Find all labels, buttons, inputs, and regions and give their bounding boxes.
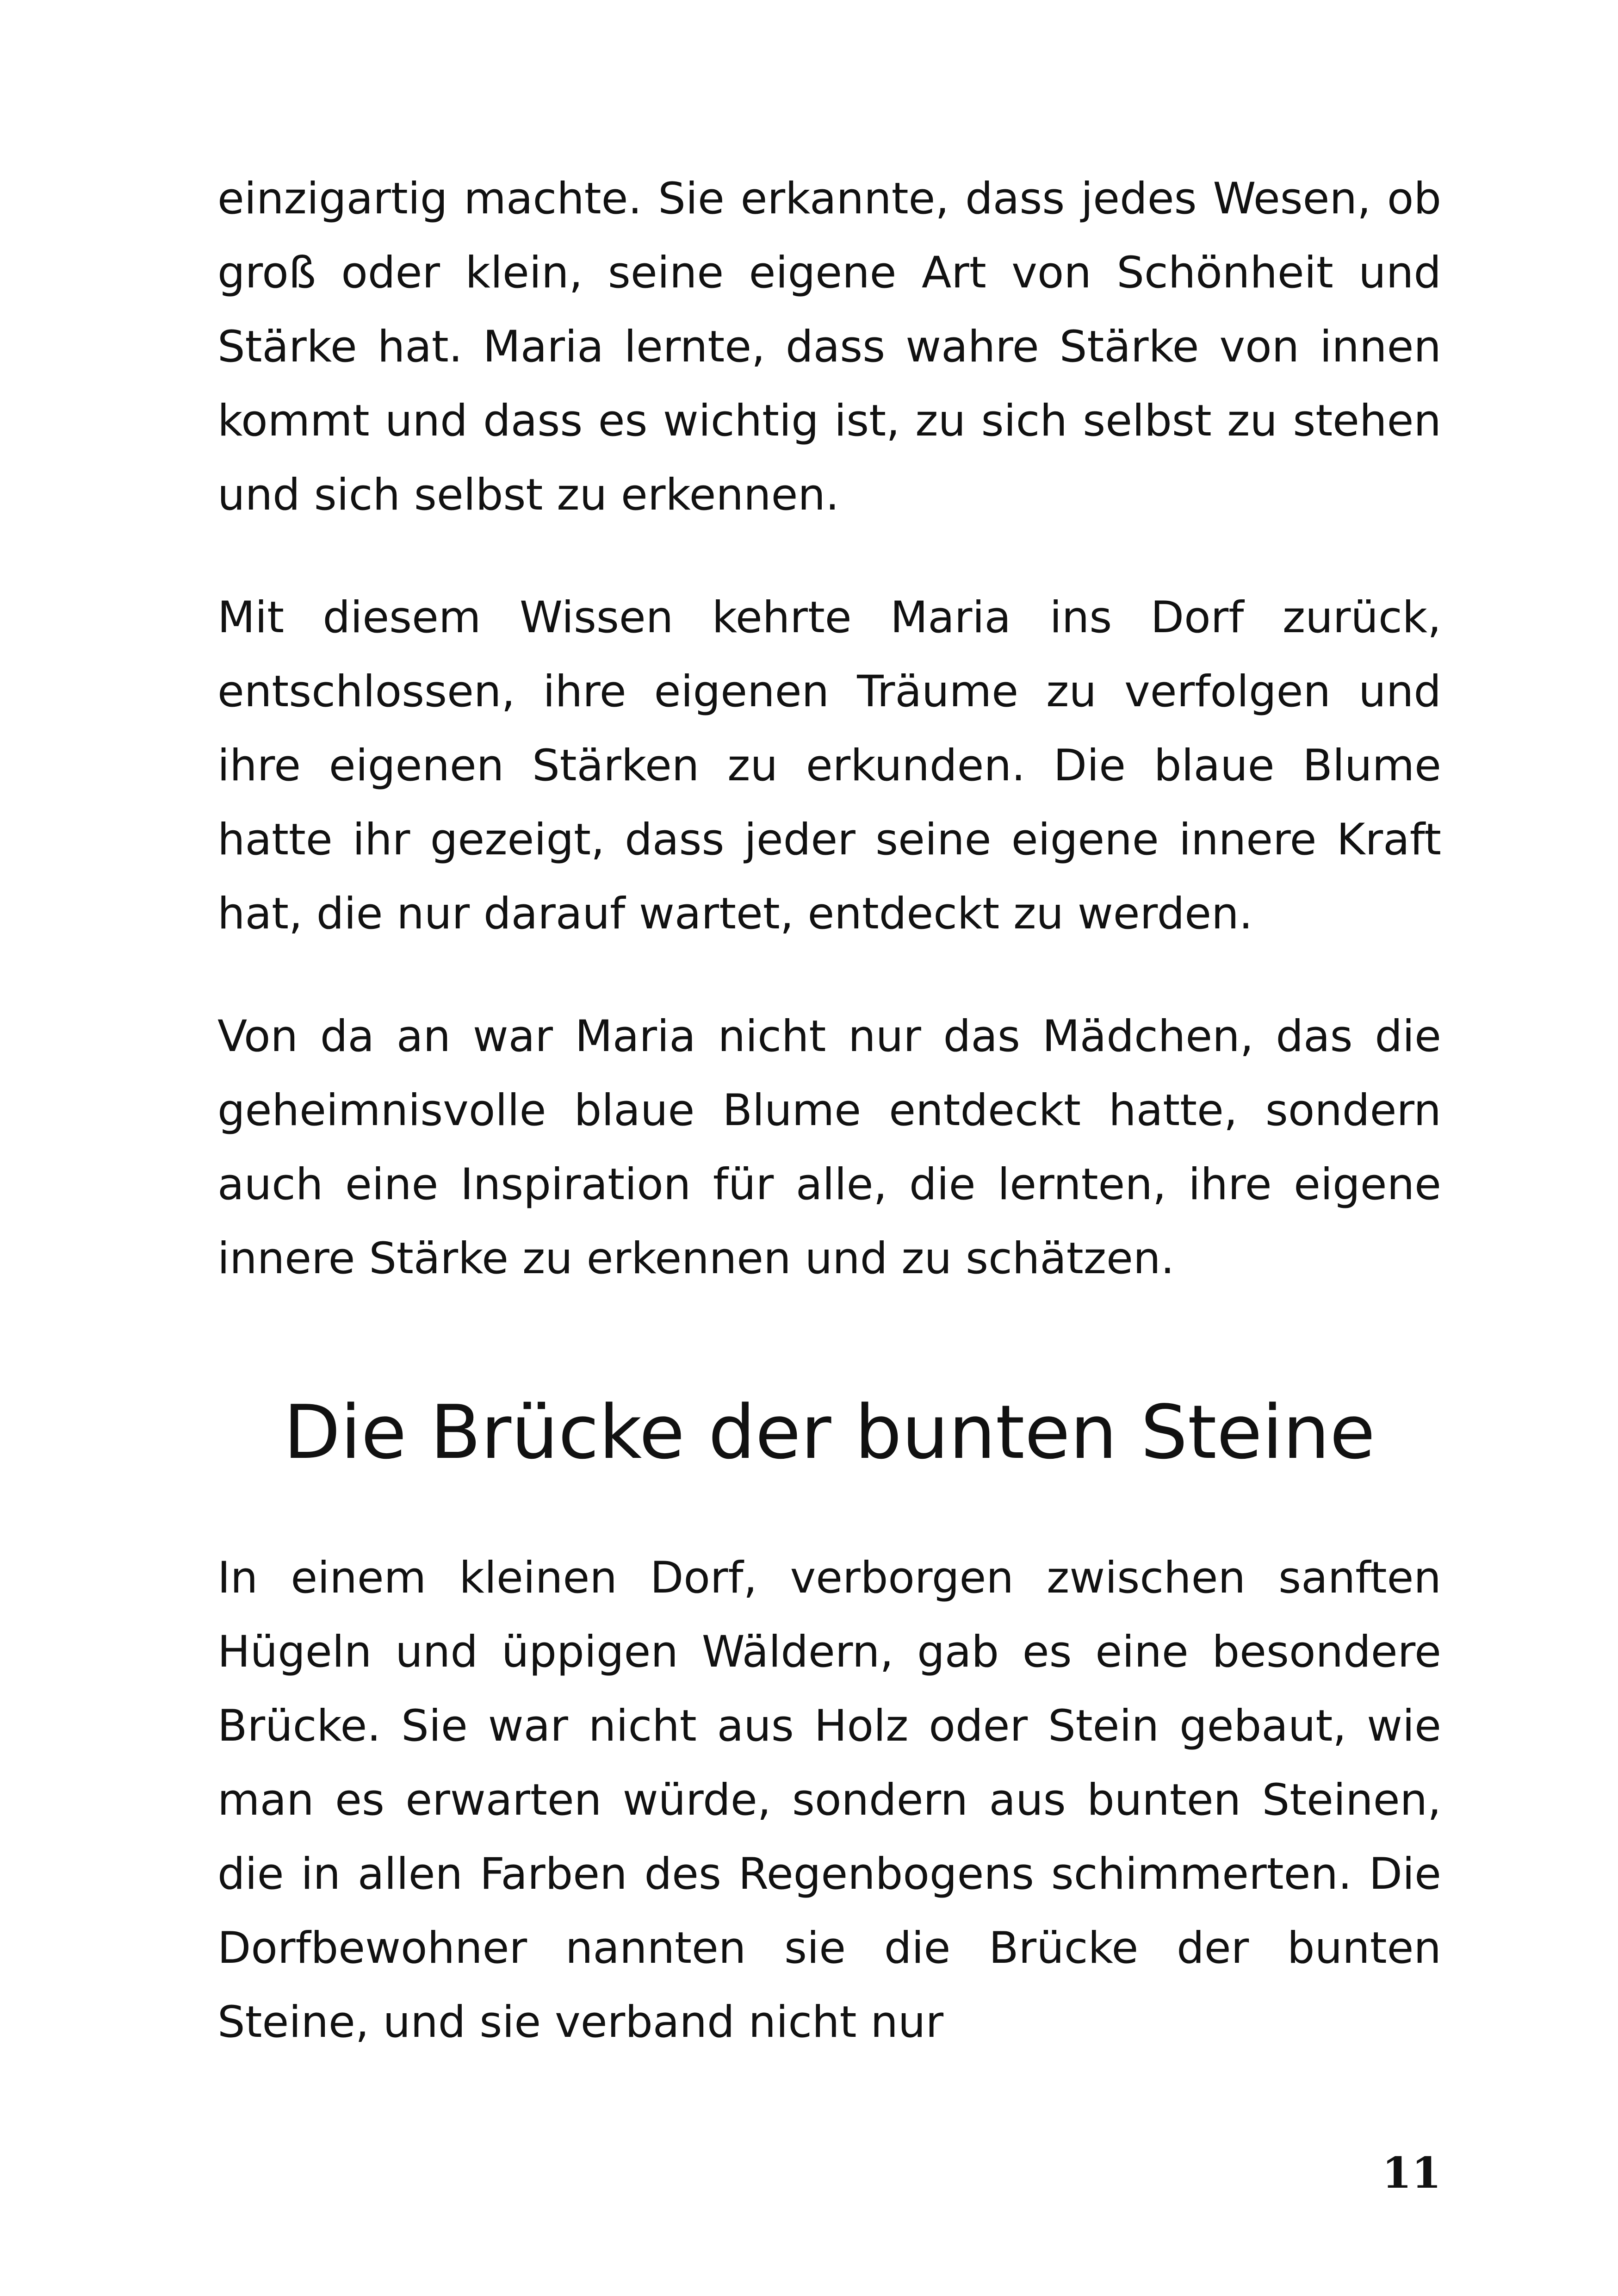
paragraph-text: Von da an war Maria nicht nur das Mädchen, das die geheimnisvolle blaue Blume entdeckt hatte, sondern auch eine Inspiration für alle, die lernten, ihre eigene innere Stärke zu erkennen und zu schätzen. bbox=[217, 1011, 1441, 1284]
page-number: 11 bbox=[1382, 2148, 1441, 2198]
paragraph-2 bbox=[217, 581, 1441, 951]
paragraph-4 bbox=[217, 1541, 1441, 2060]
paragraph-1 bbox=[217, 162, 1441, 532]
paragraph-text: In einem kleinen Dorf, verborgen zwischen sanften Hügeln und üppigen Wäldern, gab es eine besondere Brücke. Sie war nicht aus Holz oder Stein gebaut, wie man es erwarten würde, sondern aus bunten Steinen, die in allen Farben des Regenbogens schimmerten. Die Dorfbewohner nannten sie die Brücke der bunten Steine, und sie verband nicht nur bbox=[217, 1553, 1441, 2047]
paragraph-text: Mit diesem Wissen kehrte Maria ins Dorf zurück, entschlossen, ihre eigenen Träume zu verfolgen und ihre eigenen Stärken zu erkunden. Die blaue Blume hatte ihr gezeigt, dass jeder seine eigene innere Kraft hat, die nur darauf wartet, entdeckt zu werden. bbox=[217, 592, 1441, 939]
chapter-title: Die Brücke der bunten Steine bbox=[283, 1389, 1376, 1475]
paragraph-text: einzigartig machte. Sie erkannte, dass jedes Wesen, ob groß oder klein, seine eigene Art von Schönheit und Stärke hat. Maria lernte, dass wahre Stärke von innen kommt und dass es wichtig ist, zu sich selbst zu stehen und sich selbst zu erkennen. bbox=[217, 174, 1441, 520]
paragraph-3 bbox=[217, 1000, 1441, 1296]
